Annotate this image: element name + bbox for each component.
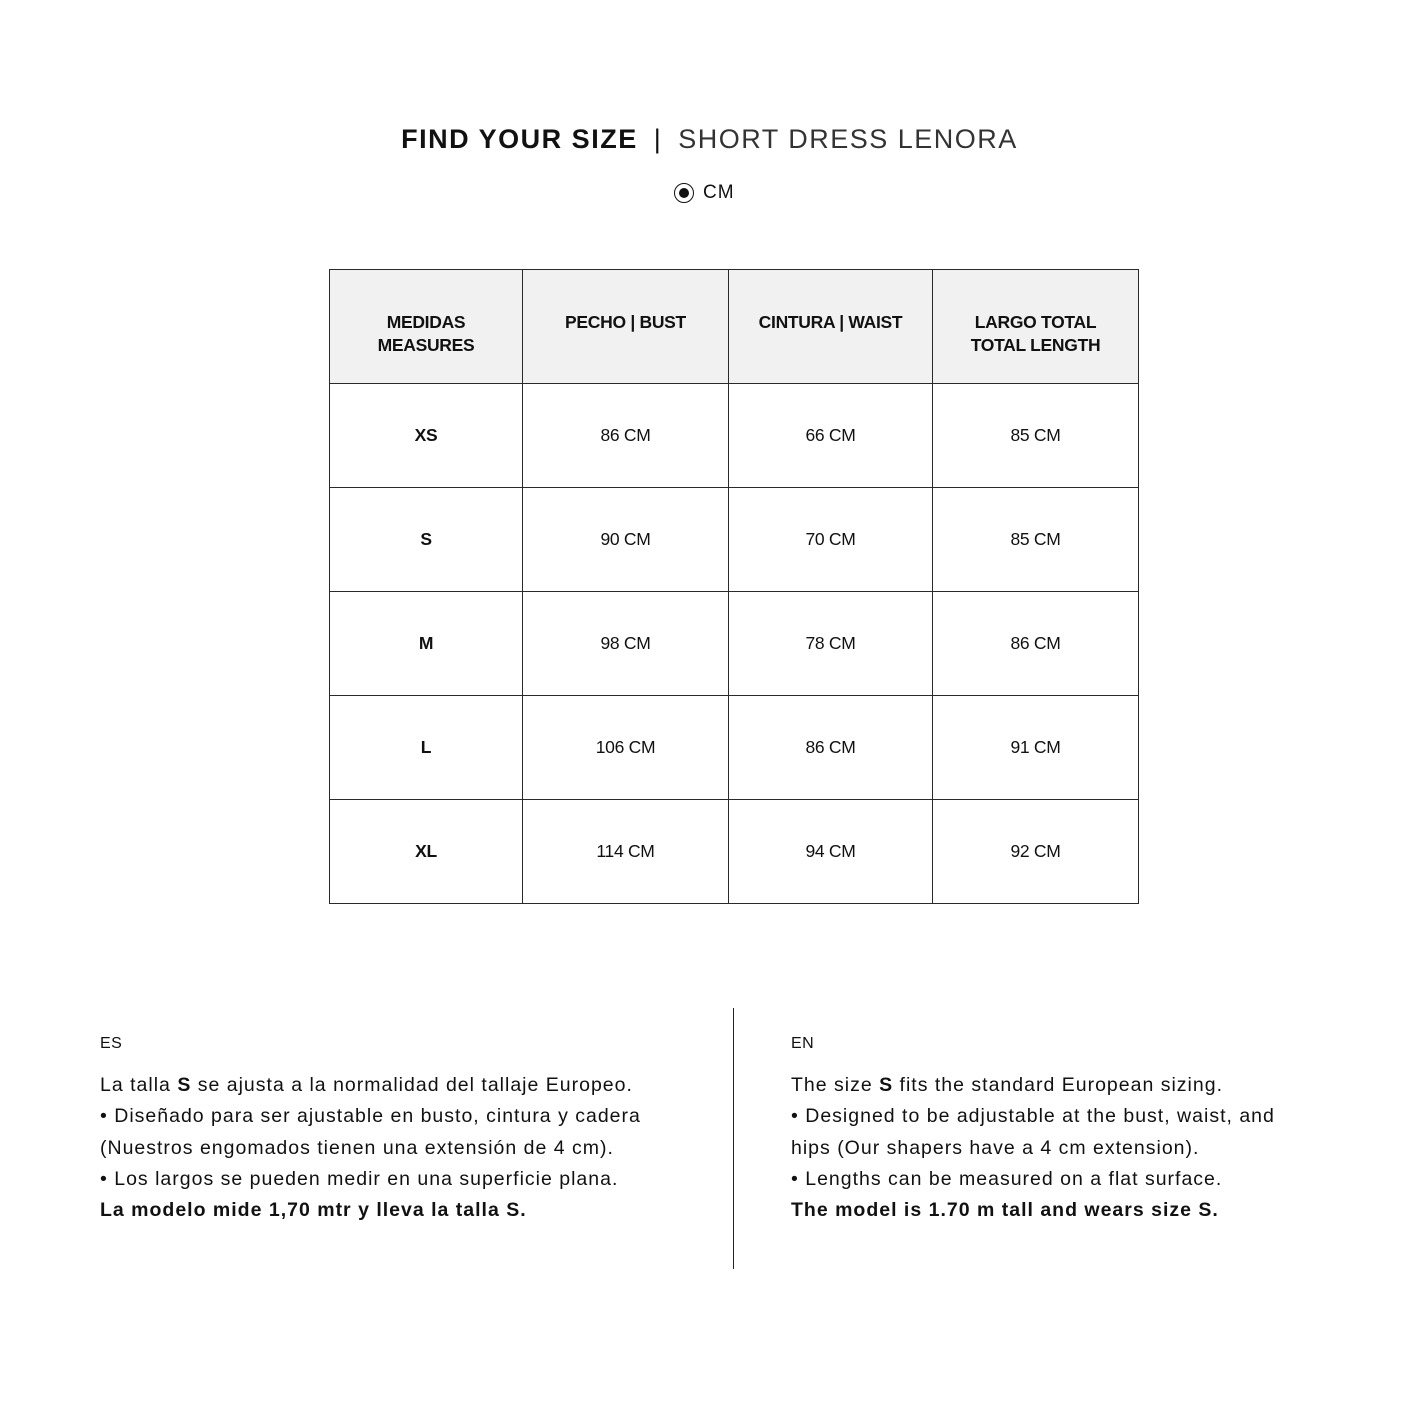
- note-text: La talla: [100, 1074, 178, 1096]
- lang-label-es: ES: [100, 1035, 123, 1052]
- table-row: [330, 592, 1139, 696]
- bust-cell: 106 CM: [523, 696, 729, 800]
- header-length-es: LARGO TOTAL: [974, 312, 1097, 332]
- radio-selected-icon[interactable]: [674, 183, 694, 203]
- note-line: [791, 1070, 1391, 1101]
- header-measures-en: MEASURES: [377, 335, 475, 355]
- waist-cell: 86 CM: [729, 696, 933, 800]
- product-name: SHORT DRESS LENORA: [678, 124, 1018, 154]
- bust-cell: 86 CM: [523, 384, 729, 488]
- waist-cell: 94 CM: [729, 800, 933, 904]
- length-cell: 86 CM: [933, 592, 1139, 696]
- length-cell: 85 CM: [933, 384, 1139, 488]
- header-measures: [330, 270, 523, 384]
- column-divider: [733, 1008, 734, 1269]
- waist-cell: 66 CM: [729, 384, 933, 488]
- header-length: [933, 270, 1139, 384]
- note-line: • Lengths can be measured on a flat surface.: [791, 1167, 1223, 1190]
- header-bust-label: PECHO | BUST: [565, 312, 686, 332]
- size-cell: M: [330, 592, 523, 696]
- note-size-bold: S: [177, 1074, 192, 1096]
- size-cell: L: [330, 696, 523, 800]
- bust-cell: 98 CM: [523, 592, 729, 696]
- note-size-bold: S: [879, 1074, 894, 1096]
- model-note: The model is 1.70 m tall and wears size S.: [791, 1199, 1219, 1222]
- model-note: La modelo mide 1,70 mtr y lleva la talla S.: [100, 1199, 527, 1222]
- header-waist-label: CINTURA | WAIST: [758, 312, 903, 332]
- title-heading: FIND YOUR SIZE: [401, 124, 638, 154]
- bust-cell: 114 CM: [523, 800, 729, 904]
- table-row: [330, 384, 1139, 488]
- note-line: (Nuestros engomados tienen una extensión de 4 cm).: [100, 1136, 614, 1159]
- table-row: [330, 488, 1139, 592]
- length-cell: 91 CM: [933, 696, 1139, 800]
- page-title: [0, 124, 1419, 155]
- lang-label-en: EN: [791, 1035, 815, 1052]
- header-bust: [523, 270, 729, 384]
- size-table: [329, 269, 1139, 904]
- header-length-en: TOTAL LENGTH: [970, 335, 1101, 355]
- header-measures-es: MEDIDAS: [386, 312, 466, 332]
- table-row: [330, 800, 1139, 904]
- notes-en: [791, 1034, 1391, 1226]
- note-line: • Los largos se pueden medir en una superficie plana.: [100, 1167, 619, 1190]
- size-cell: XS: [330, 384, 523, 488]
- bust-cell: 90 CM: [523, 488, 729, 592]
- note-line: • Diseñado para ser ajustable en busto, cintura y cadera: [100, 1105, 641, 1128]
- note-line: hips (Our shapers have a 4 cm extension).: [791, 1136, 1200, 1159]
- waist-cell: 78 CM: [729, 592, 933, 696]
- size-cell: S: [330, 488, 523, 592]
- note-line: [100, 1070, 720, 1101]
- table-header-row: [330, 270, 1139, 384]
- note-text: se ajusta a la normalidad del tallaje Europeo.: [191, 1074, 633, 1096]
- notes-es: [100, 1034, 720, 1226]
- header-waist: [729, 270, 933, 384]
- length-cell: 85 CM: [933, 488, 1139, 592]
- title-separator: |: [653, 124, 663, 154]
- waist-cell: 70 CM: [729, 488, 933, 592]
- unit-label: CM: [703, 182, 735, 203]
- note-line: • Designed to be adjustable at the bust, waist, and: [791, 1105, 1275, 1128]
- length-cell: 92 CM: [933, 800, 1139, 904]
- note-text: The size: [791, 1074, 880, 1096]
- table-row: [330, 696, 1139, 800]
- note-text: fits the standard European sizing.: [893, 1074, 1223, 1096]
- unit-selector[interactable]: [674, 182, 735, 204]
- size-cell: XL: [330, 800, 523, 904]
